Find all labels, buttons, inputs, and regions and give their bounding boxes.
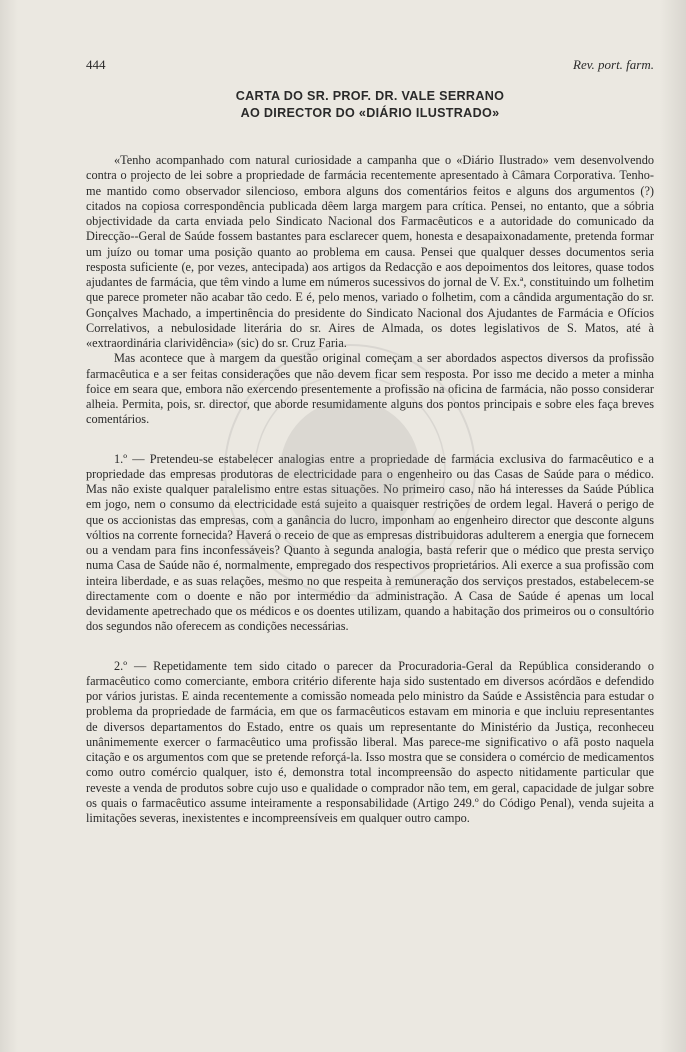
- article-body: [86, 153, 654, 826]
- article-heading: [86, 88, 654, 122]
- paragraph-3: 1.º — Pretendeu-se estabelecer analogias entre a propriedade de farmácia exclusiva do farmacêutico e a propriedade das empresas produtoras de electricidade para o engenheiro ou das Casas de Saúde para o médico. Mas não existe qualquer paralelismo entre estas situações. No primeiro caso, não há interesses da Saúde Pública em jogo, nem o consumo da electricidade está sujeito a quaisquer restrições de ordem legal. Haverá o perigo de que os accionistas das empresas, com a ganância do lucro, imponham ao engenheiro director que desconte alguns vóltios na corrente fornecida? Haverá o receio de que as empresas distribuidoras adulterem a energia que fornecem ou a vendam para fins inconfessáveis? Quanto à segunda analogia, basta referir que o médico que presta serviço numa Casa de Saúde não é, normalmente, empregado dos respectivos proprietários. Ali exerce a sua profissão com inteira liberdade, e as suas relações, mesmo no que respeita à remuneração dos serviços prestados, estabelecem-se directamente com o doente e não por intermédio da administração. A Casa de Saúde é apenas um local devidamente apetrechado que os médicos e os doentes utilizam, quando a habitação dos primeiros ou o consultório dos segundos não oferecem as condições necessárias.: [86, 451, 654, 634]
- running-header: [86, 57, 654, 73]
- article-title: CARTA DO SR. PROF. DR. VALE SERRANO: [235, 89, 505, 103]
- article-subtitle: AO DIRECTOR DO «DIÁRIO ILUSTRADO»: [240, 106, 500, 120]
- journal-name: Rev. port. farm.: [573, 57, 654, 72]
- paragraph-2: Mas acontece que à margem da questão original começam a ser abordados aspectos diversos da profissão farmacêutica e a ser feitas considerações que não devem ficar sem resposta. Por isso me decido a meter a minha foice em seara que, embora não exercendo presentemente a profissão na oficina de farmácia, não posso considerar alheia. Permita, pois, sr. director, que aborde resumidamente alguns dos pontos principais e sobre eles faça breves comentários.: [86, 351, 654, 427]
- paragraph-1: «Tenho acompanhado com natural curiosidade a campanha que o «Diário Ilustrado» vem desenvolvendo contra o projecto de lei sobre a propriedade de farmácia recentemente apresentado à Câmara Corporativa. Tenho-me mantido como observador silencioso, embora alguns dos comentários feitos e alguns dos argumentos (?) citados na copiosa correspondência publicada dêem larga margem para crítica. Pensei, no entanto, que a sóbria objectividade da carta enviada pelo Sindicato Nacional dos Farmacêuticos e a autoridade do comunicado da Direcção--Geral de Saúde fossem bastantes para esclarecer quem, honesta e desapaixonadamente, pretenda formar um juízo ou tomar uma posição quanto ao problema em causa. Pensei que qualquer desses documentos seria resposta suficiente (e, por vezes, antecipada) aos artigos da Redacção e aos depoimentos dos leitores, quase todos ajudantes de farmácia, que têm vindo a lume em números sucessivos do jornal de V. Ex.ª, constituindo um folhetim que parece prometer não acabar tão cedo. E é, pelo menos, variado o folhetim, com a cândida argumentação do sr. Gonçalves Machado, a impertinência do presidente do Sindicato Nacional dos Ajudantes de Farmácia e Ofícios Correlativos, a nebulosidade literária do sr. Aires de Almada, os dotes legislativos de S. Matos, até à «extraordinária clarividência» (sic) do sr. Cruz Faria.: [86, 153, 654, 350]
- page-number: 444: [86, 57, 106, 72]
- paragraph-4: 2.º — Repetidamente tem sido citado o parecer da Procuradoria-Geral da República considerando o farmacêutico como comerciante, embora critério diferente haja sido sustentado em diversos acórdãos e defendido por vários juristas. E ainda recentemente a comissão nomeada pelo ministro da Saúde e Assistência para estudar o problema da propriedade de farmácia, em que os farmacêuticos estavam em minoria e que incluiu representantes de diversos departamentos do Estado, entre os quais um representante do Ministério da Justiça, reconheceu unânimemente exercer o farmacêutico uma profissão liberal. Mas parece-me significativo o afã posto naquela citação e os argumentos com que se pretende reforçá-la. Isso mostra que se considera o comércio de medicamentos como outro comércio qualquer, isto é, demonstra total incompreensão do aspecto nitidamente particular que reveste a venda de produtos sobre cujo uso e qualidade o comprador não tem, em geral, capacidade de julgar sobre os quais o farmacêutico assume inteiramente a responsabilidade (Artigo 249.º do Código Penal), venda sujeita a limitações severas, inexistentes e incompreensíveis em qualquer outro campo.: [86, 658, 654, 825]
